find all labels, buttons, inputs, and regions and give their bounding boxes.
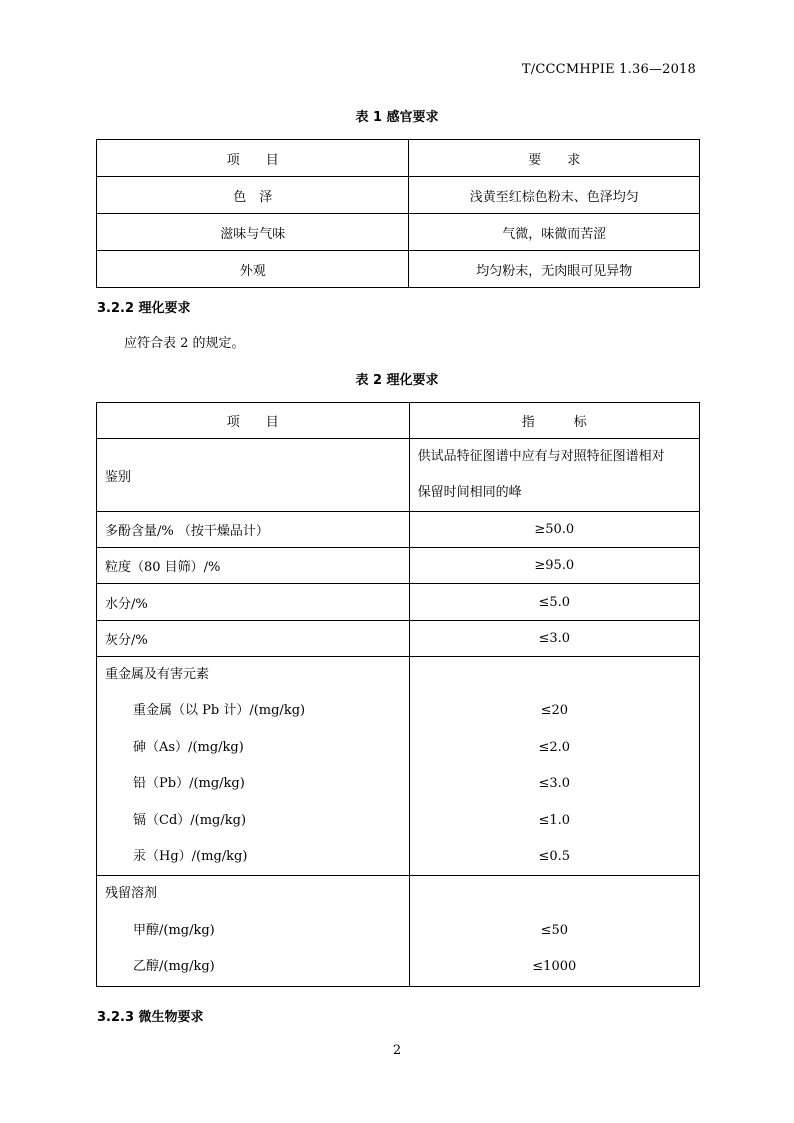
table-header-row [97, 403, 700, 439]
requirement-cell: 浅黄至红棕色粉末、色泽均匀 [409, 177, 700, 214]
item-cell: 粒度（80 目筛）/% [97, 548, 410, 584]
value-line: 供试品特征图谱中应有与对照特征图谱相对 [417, 449, 665, 464]
sub-value: ≤2.0 [538, 739, 571, 755]
sub-item: 铅（Pb）/(mg/kg) [133, 776, 245, 792]
value-cell [409, 439, 699, 512]
table-row [97, 177, 700, 214]
sub-value: ≤1000 [532, 959, 577, 975]
section-heading-3-2-3: 3.2.3 微生物要求 [97, 1010, 204, 1025]
group-label: 重金属及有害元素 [105, 667, 210, 682]
sub-item: 砷（As）/(mg/kg) [133, 739, 244, 755]
sub-item: 重金属（以 Pb 计）/(mg/kg) [133, 703, 306, 719]
requirement-cell: 均匀粉末，无肉眼可见异物 [409, 251, 700, 288]
table2-caption: 表 2 理化要求 [355, 373, 439, 388]
table-row [97, 439, 700, 512]
table-row [97, 251, 700, 288]
item-cell: 外观 [97, 251, 409, 288]
table-row [97, 621, 700, 657]
table-row [97, 512, 700, 548]
section-text: 应符合表 2 的规定。 [124, 336, 245, 351]
standard-code: T/CCCMHPIE 1.36—2018 [521, 62, 696, 77]
item-cell: 水分/% [97, 584, 410, 621]
page-number: 2 [392, 1043, 402, 1058]
table-row [97, 548, 700, 584]
table-row [97, 584, 700, 621]
value-line: 保留时间相同的峰 [417, 485, 522, 500]
table-sensory-requirements [96, 139, 700, 288]
value-cell: ≥95.0 [409, 548, 699, 584]
sub-item: 镉（Cd）/(mg/kg) [133, 812, 247, 828]
item-cell: 色 泽 [97, 177, 409, 214]
item-cell: 多酚含量/% （按干燥品计） [97, 512, 410, 548]
sub-value: ≤50 [540, 922, 568, 938]
value-cell: ≤5.0 [409, 584, 699, 621]
group-label: 残留溶剂 [105, 886, 158, 902]
header-item: 项 目 [97, 140, 409, 177]
section-heading-3-2-2: 3.2.2 理化要求 [97, 301, 191, 316]
header-indicator: 指 标 [409, 403, 699, 439]
table-row-heavy-metals [97, 657, 700, 876]
value-cell: ≤3.0 [409, 621, 699, 657]
header-requirement: 要 求 [409, 140, 700, 177]
sub-item: 汞（Hg）/(mg/kg) [133, 849, 248, 865]
sub-value: ≤3.0 [538, 776, 571, 792]
sub-item: 甲醇/(mg/kg) [133, 922, 215, 938]
header-item: 项 目 [97, 403, 410, 439]
table-row [97, 214, 700, 251]
sub-value: ≤20 [540, 703, 568, 719]
value-cell: ≥50.0 [409, 512, 699, 548]
solvents-items [97, 876, 410, 986]
item-cell: 灰分/% [97, 621, 410, 657]
item-cell: 滋味与气味 [97, 214, 409, 251]
requirement-cell: 气微，味微而苦涩 [409, 214, 700, 251]
sub-value: ≤0.5 [538, 849, 571, 865]
table-row-solvents [97, 876, 700, 986]
table-header-row [97, 140, 700, 177]
item-cell: 鉴别 [97, 439, 410, 512]
group-spacer [410, 876, 699, 912]
table1-caption: 表 1 感官要求 [355, 110, 439, 125]
group-spacer [410, 657, 699, 693]
table-physicochemical-requirements [96, 402, 700, 987]
sub-item: 乙醇/(mg/kg) [133, 959, 215, 975]
heavy-metals-values [409, 657, 699, 876]
heavy-metals-items [97, 657, 410, 876]
sub-value: ≤1.0 [538, 812, 571, 828]
solvents-values [409, 876, 699, 986]
